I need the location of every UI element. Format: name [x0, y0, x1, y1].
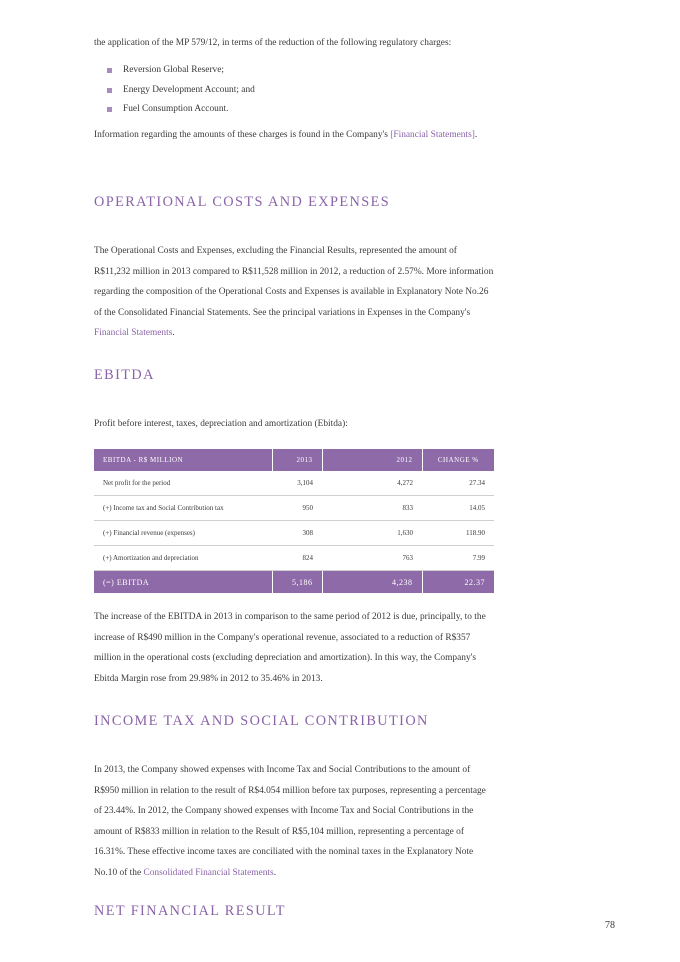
square-bullet-icon: [107, 68, 112, 73]
financial-statements-link[interactable]: [Financial Statements]: [390, 130, 475, 140]
column-header: CHANGE %: [422, 449, 494, 471]
row-label: (+) Amortization and depreciation: [94, 546, 272, 571]
cell-change: 27.34: [422, 471, 494, 496]
cell-change: 7.99: [422, 546, 494, 571]
cell-2013: 950: [272, 496, 322, 521]
income-tax-paragraph: [94, 760, 494, 884]
cell-2012: 4,272: [322, 471, 422, 496]
cell-change: 14.05: [422, 496, 494, 521]
cell-2013: 308: [272, 521, 322, 546]
opex-heading: OPERATIONAL COSTS AND EXPENSES: [94, 194, 391, 210]
cell-change: 118.90: [422, 521, 494, 546]
charges-info-text: Information regarding the amounts of these charges is found in the Company's: [94, 130, 391, 140]
total-2012: 4,238: [322, 571, 422, 594]
cell-2012: 1,630: [322, 521, 422, 546]
income-tax-heading: INCOME TAX AND SOCIAL CONTRIBUTION: [94, 713, 429, 729]
sentence-end: .: [273, 867, 277, 878]
row-label: (+) Income tax and Social Contribution tax: [94, 496, 272, 521]
ebitda-table: [94, 449, 494, 593]
table-row: [94, 521, 494, 546]
list-item: [107, 61, 255, 81]
financial-statements-link[interactable]: Financial Statements: [94, 328, 173, 339]
list-item: [107, 100, 255, 120]
intro-text: the application of the MP 579/12, in terms of the reduction of the following regulatory charges:: [94, 38, 452, 48]
row-label: Net profit for the period: [94, 471, 272, 496]
table-row: [94, 496, 494, 521]
cell-2012: 833: [322, 496, 422, 521]
square-bullet-icon: [107, 88, 112, 93]
sentence-end: .: [474, 130, 478, 140]
list-item-label: Reversion Global Reserve;: [123, 65, 225, 75]
list-item-label: Energy Development Account; and: [123, 84, 255, 95]
table-total-row: [94, 571, 494, 594]
table-row: [94, 471, 494, 496]
total-2013: 5,186: [272, 571, 322, 594]
table-row: [94, 546, 494, 571]
ebitda-heading: EBITDA: [94, 367, 155, 383]
column-header: 2013: [272, 449, 322, 471]
page-number: 78: [605, 920, 615, 931]
ebitda-analysis-text: The increase of the EBITDA in 2013 in comparison to the same period of 2012 is due, principally, to the increase of R$490 million in the Company's operational revenue, associated to a reduction of R$357 million in the operational costs (excluding depreciation and amortization). In this way, the Company's Ebitda Margin rose from 29.98% in 2012 to 35.46% in 2013.: [94, 612, 486, 684]
column-header: 2012: [322, 449, 422, 471]
sentence-end: .: [172, 328, 175, 339]
cell-2013: 3,104: [272, 471, 322, 496]
total-label: (=) EBITDA: [94, 571, 272, 594]
net-financial-result-heading: NET FINANCIAL RESULT: [94, 903, 286, 919]
list-item-label: Fuel Consumption Account.: [123, 104, 229, 114]
table-header-row: [94, 449, 494, 471]
consolidated-statements-link[interactable]: Consolidated Financial Statements: [143, 867, 274, 878]
cell-2013: 824: [272, 546, 322, 571]
opex-text: The Operational Costs and Expenses, excluding the Financial Results, represented the amount of R$11,232 million in 2013 compared to R$11,528 million in 2012, a reduction of 2.57%. More information regarding the composition of the Operational Costs and Expenses is available in Explanatory Note No.26 of the Consolidated Financial Statements. See the principal variations in Expenses in the Company's: [94, 246, 494, 318]
cell-2012: 763: [322, 546, 422, 571]
row-label: (+) Financial revenue (expenses): [94, 521, 272, 546]
charges-info-paragraph: [94, 125, 494, 146]
column-header: EBITDA - R$ MILLION: [94, 449, 272, 471]
ebitda-lead-text: Profit before interest, taxes, depreciation and amortization (Ebitda):: [94, 419, 348, 429]
total-change: 22.37: [422, 571, 494, 594]
charges-list: [107, 61, 255, 120]
income-tax-text: In 2013, the Company showed expenses with Income Tax and Social Contributions to the amount of R$950 million in relation to the result of R$4.054 million before tax purposes, representing a percentage of 23.44%. In 2012, the Company showed expenses with Income Tax and Social Contributions in the amount of R$833 million in relation to the Result of R$5,104 million, representing a percentage of 16.31%. These effective income taxes are conciliated with the nominal taxes in the Explanatory Note No.10 of the: [94, 765, 486, 878]
list-item: [107, 81, 255, 101]
square-bullet-icon: [107, 107, 112, 112]
opex-paragraph: [94, 241, 494, 344]
